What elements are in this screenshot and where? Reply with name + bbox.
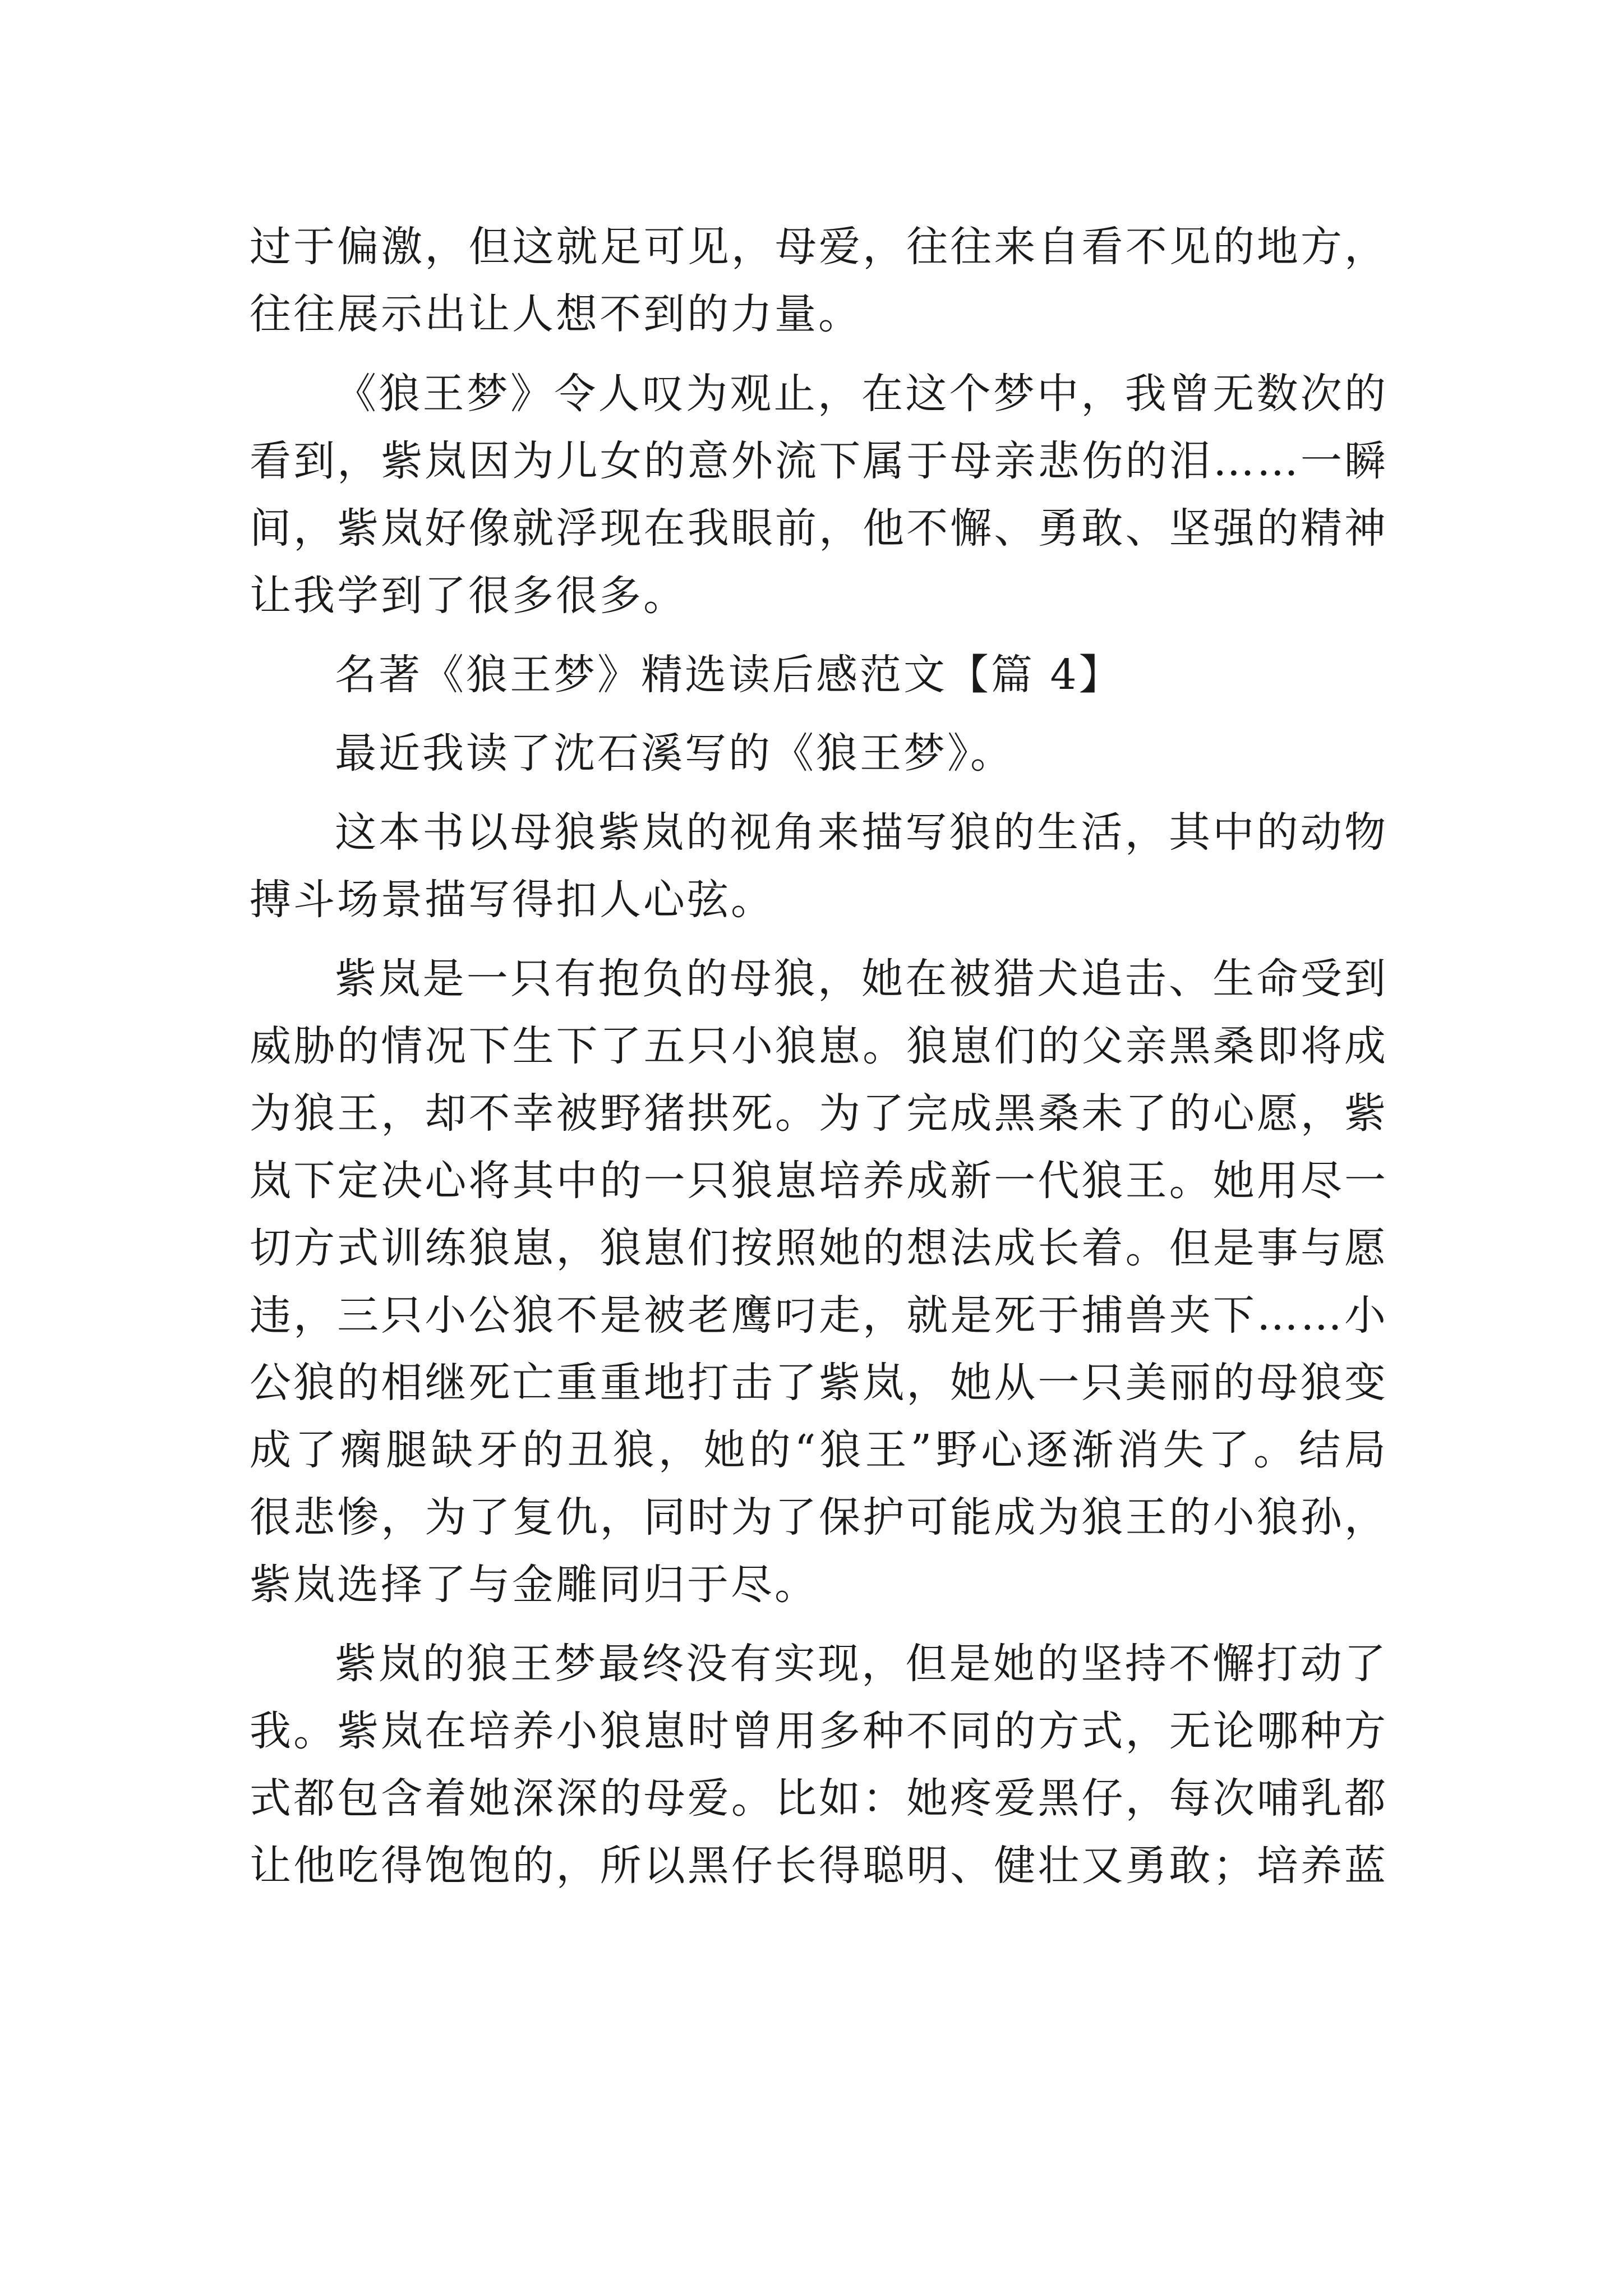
- text-line: 看到，紫岚因为儿女的意外流下属于母亲悲伤的泪……一瞬: [250, 437, 1388, 485]
- text-line: 公狼的相继死亡重重地打击了紫岚，她从一只美丽的母狼变: [250, 1359, 1388, 1407]
- text-line: 很悲惨，为了复仇，同时为了保护可能成为狼王的小狼孙，: [250, 1493, 1388, 1542]
- text-line: 切方式训练狼崽，狼崽们按照她的想法成长着。但是事与愿: [250, 1224, 1388, 1272]
- text-line: 紫岚选择了与金雕同归于尽。: [250, 1561, 818, 1609]
- text-line: 这本书以母狼紫岚的视角来描写狼的生活，其中的动物: [335, 808, 1388, 857]
- text-line: 紫岚的狼王梦最终没有实现，但是她的坚持不懈打动了: [335, 1640, 1388, 1688]
- text-line: 往往展示出让人想不到的力量。: [250, 290, 862, 338]
- text-line: 让我学到了很多很多。: [250, 572, 687, 620]
- text-line: 《狼王梦》令人叹为观止，在这个梦中，我曾无数次的: [335, 370, 1388, 418]
- text-line: 间，紫岚好像就浮现在我眼前，他不懈、勇敢、坚强的精神: [250, 504, 1388, 553]
- section-heading: 名著《狼王梦》精选读后感范文【篇 4】: [335, 651, 1123, 699]
- text-line: 威胁的情况下生下了五只小狼崽。狼崽们的父亲黑桑即将成: [250, 1022, 1388, 1070]
- text-line: 成了瘸腿缺牙的丑狼，她的“狼王”野心逐渐消失了。结局: [250, 1426, 1388, 1474]
- text-line: 搏斗场景描写得扣人心弦。: [250, 876, 774, 924]
- text-line: 紫岚是一只有抱负的母狼，她在被猎犬追击、生命受到: [335, 955, 1388, 1003]
- text-line: 岚下定决心将其中的一只狼崽培养成新一代狼王。她用尽一: [250, 1157, 1388, 1205]
- text-line: 过于偏激，但这就足可见，母爱，往往来自看不见的地方，: [250, 223, 1388, 271]
- text-line: 违，三只小公狼不是被老鹰叼走，就是死于捕兽夹下……小: [250, 1291, 1388, 1340]
- text-line: 为狼王，却不幸被野猪拱死。为了完成黑桑未了的心愿，紫: [250, 1089, 1388, 1138]
- text-line: 让他吃得饱饱的，所以黑仔长得聪明、健壮又勇敢；培养蓝: [250, 1842, 1388, 1890]
- text-line: 最近我读了沈石溪写的《狼王梦》。: [335, 729, 1014, 777]
- text-line: 我。紫岚在培养小狼崽时曾用多种不同的方式，无论哪种方: [250, 1707, 1388, 1755]
- text-line: 式都包含着她深深的母爱。比如：她疼爱黑仔，每次哺乳都: [250, 1774, 1388, 1823]
